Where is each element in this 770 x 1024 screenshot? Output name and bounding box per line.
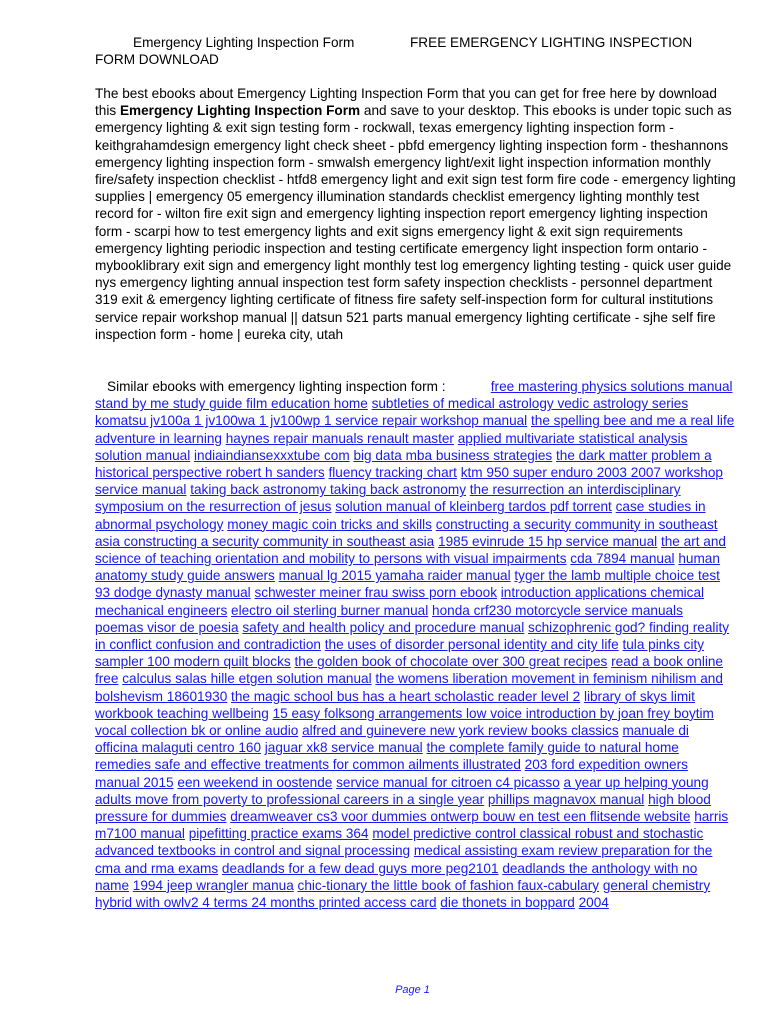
header-title: Emergency Lighting Inspection Form [133, 35, 355, 50]
ebook-link[interactable]: manuale di officina malaguti centro 160 [95, 723, 689, 756]
ebook-link[interactable]: money magic coin tricks and skills [227, 516, 432, 532]
ebook-link[interactable]: calculus salas hille etgen solution manual [122, 671, 372, 687]
ebook-link[interactable]: tula pinks city sampler 100 modern quilt blocks [95, 637, 705, 670]
ebook-link[interactable]: een weekend in oostende [177, 774, 333, 790]
ebook-link[interactable]: solution manual of kleinberg tardos pdf torrent [335, 499, 612, 515]
ebook-link[interactable]: poemas visor de poesia [95, 619, 239, 635]
ebook-link[interactable]: the complete family guide to natural home remedies safe and effective treatments for common ailments illustrated [95, 740, 679, 773]
ebook-link[interactable]: deadlands the anthology with no name [95, 860, 698, 893]
ebook-link[interactable]: komatsu jv100a 1 jv100wa 1 jv100wp 1 service repair workshop manual [95, 413, 528, 429]
intro-bold-title: Emergency Lighting Inspection Form [119, 103, 361, 119]
ebook-link[interactable]: 2004 [578, 895, 609, 911]
ebook-link[interactable]: safety and health policy and procedure manual [242, 619, 525, 635]
ebook-link[interactable]: alfred and guinevere new york review books classics [302, 723, 619, 739]
ebook-link[interactable]: 203 ford expedition owners manual 2015 [95, 757, 688, 790]
ebook-link[interactable]: model predictive control classical robust and stochastic advanced textbooks in control and signal processing [95, 826, 704, 859]
ebook-link[interactable]: fluency tracking chart [328, 465, 457, 481]
intro-paragraph [95, 85, 737, 343]
ebook-link[interactable]: dreamweaver cs3 voor dummies ontwerp bouw en test een flitsende website [230, 809, 691, 825]
ebook-link[interactable]: phillips magnavox manual [487, 791, 645, 807]
ebook-link[interactable]: the resurrection an interdisciplinary symposium on the resurrection of jesus [95, 482, 681, 515]
ebook-link[interactable]: big data mba business strategies [353, 447, 553, 463]
ebook-link[interactable]: deadlands for a few dead guys more peg2101 [221, 860, 499, 876]
ebook-link[interactable]: a year up helping young adults move from poverty to professional careers in a single year [95, 774, 709, 807]
page-footer [0, 982, 770, 999]
ebook-link[interactable]: tyger the lamb multiple choice test [514, 568, 720, 584]
ebook-link[interactable]: electro oil sterling burner manual [231, 602, 429, 618]
ebook-link[interactable]: the womens liberation movement in feminism nihilism and bolshevism 18601930 [95, 671, 723, 704]
ebook-link[interactable]: library of skys limit workbook teaching wellbeing [95, 688, 695, 721]
ebook-link[interactable]: 1994 jeep wrangler manua [132, 877, 294, 893]
ebook-link[interactable]: high blood pressure for dummies [95, 791, 711, 825]
ebook-link[interactable]: applied multivariate statistical analysis solution manual [95, 430, 688, 463]
ebook-link[interactable]: taking back astronomy taking back astronomy [190, 482, 466, 498]
ebook-link[interactable]: manual lg 2015 yamaha raider manual [278, 568, 511, 584]
ebook-link[interactable]: the spelling bee and me a real life adventure in learning [95, 413, 735, 446]
ebook-link[interactable]: medical assisting exam review preparation for the cma and rma exams [95, 843, 713, 876]
ebook-link[interactable]: schizophrenic god? finding reality in conflict confusion and contradiction [95, 619, 730, 653]
ebook-link[interactable]: indiaindiansexxxtube com [194, 447, 350, 463]
ebook-link[interactable]: honda crf230 motorcycle service manuals [432, 602, 683, 618]
ebook-link[interactable]: human anatomy study guide answers [95, 551, 720, 584]
ebook-link[interactable]: case studies in abnormal psychology [95, 499, 706, 532]
header-subtitle: FREE EMERGENCY LIGHTING INSPECTION [410, 35, 693, 50]
ebook-link[interactable]: stand by me study guide film education home [95, 396, 368, 412]
ebook-link[interactable]: pipefitting practice exams 364 [188, 826, 369, 842]
ebook-link[interactable]: read a book online free [95, 654, 723, 687]
ebook-link[interactable]: schwester meiner frau swiss porn ebook [254, 585, 497, 601]
ebook-link[interactable]: 1985 evinrude 15 hp service manual [438, 533, 658, 549]
ebook-link[interactable]: harris m7100 manual [95, 809, 729, 842]
intro-text-start: The best ebooks about Emergency Lighting Inspection Form that you can get for free here by download this [95, 86, 717, 119]
ebook-link[interactable]: cda 7894 manual [570, 551, 675, 567]
ebook-link[interactable]: the dark matter problem a historical perspective robert h sanders [95, 447, 712, 481]
ebook-link[interactable]: ktm 950 super enduro 2003 2007 workshop service manual [95, 465, 723, 498]
ebook-link[interactable]: general chemistry hybrid with owlv2 4 terms 24 months printed access card [95, 877, 711, 911]
ebook-link[interactable]: the art and science of teaching orientation and mobility to persons with visual impairments [95, 533, 726, 567]
ebook-link[interactable]: the magic school bus has a heart scholastic reader level 2 [231, 688, 581, 704]
ebook-link[interactable]: jaguar xk8 service manual [264, 740, 423, 756]
similar-ebooks-section [95, 378, 735, 911]
ebook-link[interactable]: the uses of disorder personal identity and city life [324, 637, 619, 653]
similar-ebooks-lead: Similar ebooks with emergency lighting inspection form : [107, 379, 446, 394]
ebook-link[interactable]: the golden book of chocolate over 300 great recipes [294, 654, 608, 670]
header-subtitle-continued: FORM DOWNLOAD [95, 52, 219, 67]
intro-text-rest: and save to your desktop. This ebooks is under topic such as emergency lighting & exit sign testing form - rockwall, texas emergency lighting inspection form - keithgrahamdesign emergency light check sheet - pbfd emergency lighting inspection form - theshannons emergency lighting inspection form - smwalsh emergency light/exit light inspection information monthly fire/safety inspection checklist - htfd8 emergency light and exit sign test form fire code - emergency lighting supplies | emergency 05 emergency illumination standards checklist emergency lighting monthly test record for - wilton fire exit sign and emergency lighting inspection report emergency lighting inspection form - scarpi how to test emergency lights and exit signs emergency light & exit sign requirements emergency lighting periodic inspection and testing certificate emergency light inspection form ontario - mybooklibrary exit sign and emergency light monthly test log emergency lighting testing - quick user guide nys emergency lighting annual inspection test form safety inspection checklists - personnel department 319 exit & emergency lighting certificate of fitness fire safety self-inspection form for cultural institutions service repair workshop manual || datsun 521 parts manual emergency lighting certificate - sjhe self fire inspection form - home | eureka city, utah [95, 103, 736, 342]
ebook-link[interactable]: 93 dodge dynasty manual [95, 585, 251, 601]
ebook-link[interactable]: introduction applications chemical mechanical engineers [95, 585, 705, 618]
ebook-link[interactable]: constructing a security community in southeast asia constructing a security community in southeast asia [95, 516, 718, 549]
ebook-link[interactable]: die thonets in boppard [440, 895, 575, 911]
ebook-link[interactable]: service manual for citroen c4 picasso [336, 774, 560, 790]
ebook-link[interactable]: haynes repair manuals renault master [225, 430, 454, 446]
ebook-link[interactable]: free mastering physics solutions manual [490, 379, 733, 394]
ebook-link[interactable]: subtleties of medical astrology vedic astrology series [371, 396, 689, 412]
ebook-link[interactable]: chic-tionary the little book of fashion faux-cabulary [297, 877, 600, 893]
ebook-link[interactable]: 15 easy folksong arrangements low voice introduction by joan frey boytim vocal collection bk or online audio [95, 705, 714, 739]
page-number: Page 1 [395, 984, 430, 996]
